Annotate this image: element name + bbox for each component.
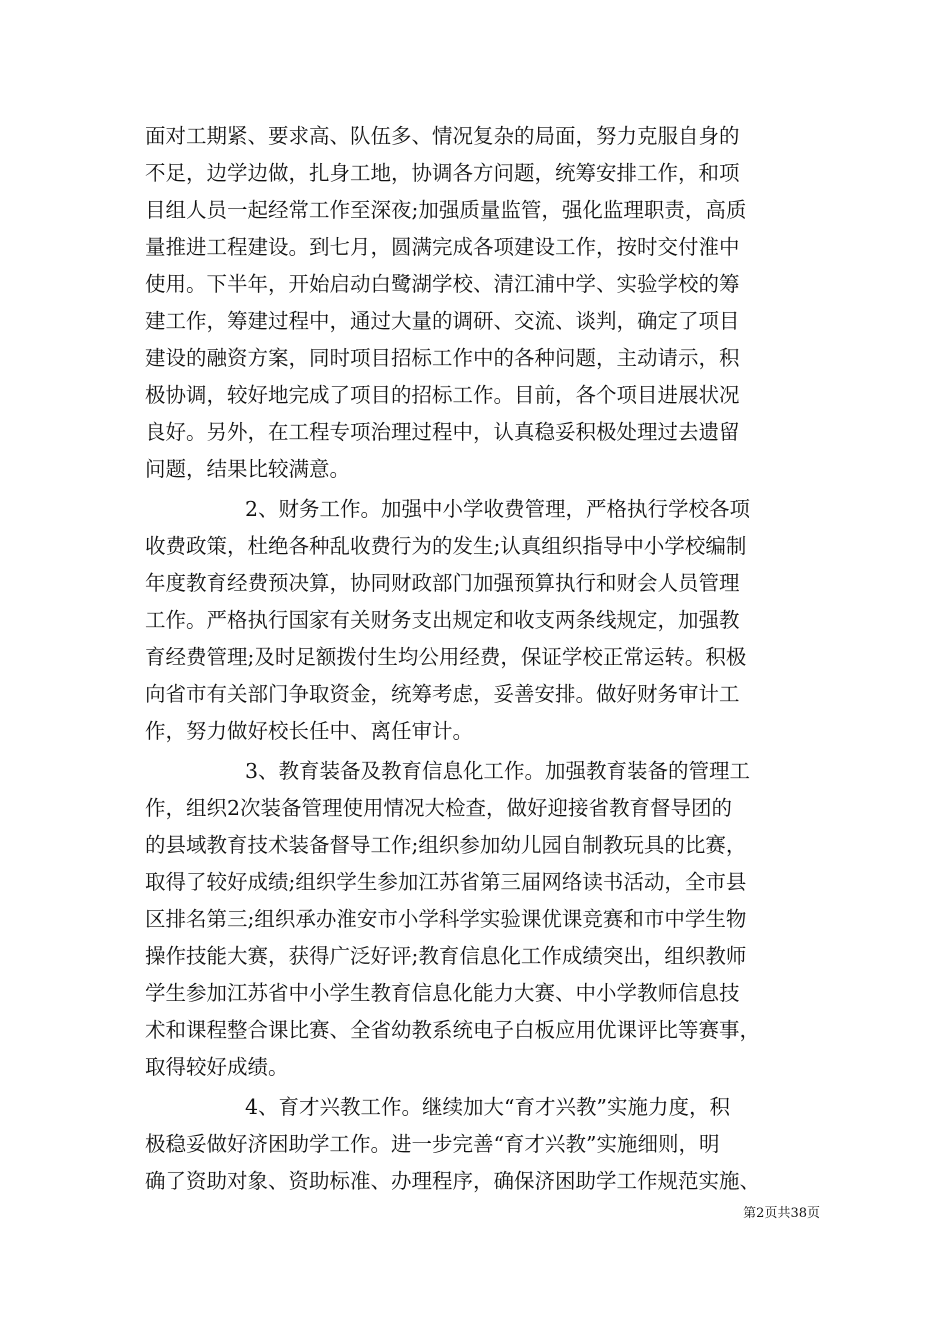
text-line: 作，组织2次装备管理使用情况大检查，做好迎接省教育督导团的 <box>145 796 733 820</box>
text-line: 收费政策，杜绝各种乱收费行为的发生;认真组织指导中小学校编制 <box>145 534 747 558</box>
text-line: 取得了较好成绩;组织学生参加江苏省第三届网络读书活动，全市县 <box>145 870 747 894</box>
paragraph-heading-equipment: 3、教育装备及教育信息化工作。加强教育装备的管理工 <box>245 759 751 783</box>
text-line: 取得较好成绩。 <box>145 1055 289 1079</box>
text-line: 区排名第三;组织承办淮安市小学科学实验课优课竞赛和市中学生物 <box>145 907 747 931</box>
paragraph-heading-education-aid: 4、育才兴教工作。继续加大“育才兴教”实施力度，积 <box>245 1095 731 1119</box>
text-line: 良好。另外，在工程专项治理过程中，认真稳妥积极处理过去遗留 <box>145 420 740 444</box>
text-line: 术和课程整合课比赛、全省幼教系统电子白板应用优课评比等赛事， <box>145 1018 760 1042</box>
text-line: 育经费管理;及时足额拨付生均公用经费，保证学校正常运转。积极 <box>145 645 747 669</box>
text-line: 极稳妥做好济困助学工作。进一步完善“育才兴教”实施细则，明 <box>145 1132 720 1156</box>
text-line: 极协调，较好地完成了项目的招标工作。目前，各个项目进展状况 <box>145 383 740 407</box>
paragraph-heading-finance: 2、财务工作。加强中小学收费管理，严格执行学校各项 <box>245 497 751 521</box>
text-line: 量推进工程建设。到七月，圆满完成各项建设工作，按时交付淮中 <box>145 235 740 259</box>
text-line: 作，努力做好校长任中、离任审计。 <box>145 719 473 743</box>
text-line: 建工作，筹建过程中，通过大量的调研、交流、谈判，确定了项目 <box>145 309 740 333</box>
text-line: 目组人员一起经常工作至深夜;加强质量监管，强化监理职责，高质 <box>145 198 747 222</box>
text-line: 建设的融资方案，同时项目招标工作中的各种问题，主动请示，积 <box>145 346 740 370</box>
page-number-footer: 第2页共38页 <box>743 1206 820 1221</box>
text-line: 工作。严格执行国家有关财务支出规定和收支两条线规定，加强教 <box>145 608 740 632</box>
text-line: 问题，结果比较满意。 <box>145 457 350 481</box>
text-line: 确了资助对象、资助标准、办理程序，确保济困助学工作规范实施、 <box>145 1169 760 1193</box>
text-line: 的县域教育技术装备督导工作;组织参加幼儿园自制教玩具的比赛， <box>145 833 747 857</box>
text-line: 学生参加江苏省中小学生教育信息化能力大赛、中小学教师信息技 <box>145 981 740 1005</box>
text-line: 操作技能大赛，获得广泛好评;教育信息化工作成绩突出，组织教师 <box>145 944 747 968</box>
text-line: 年度教育经费预决算，协同财政部门加强预算执行和财会人员管理 <box>145 571 740 595</box>
text-line: 向省市有关部门争取资金，统筹考虑，妥善安排。做好财务审计工 <box>145 682 740 706</box>
text-line: 不足，边学边做，扎身工地，协调各方问题，统筹安排工作，和项 <box>145 161 740 185</box>
text-line: 面对工期紧、要求高、队伍多、情况复杂的局面，努力克服自身的 <box>145 124 740 148</box>
text-line: 使用。下半年，开始启动白鹭湖学校、清江浦中学、实验学校的筹 <box>145 272 740 296</box>
